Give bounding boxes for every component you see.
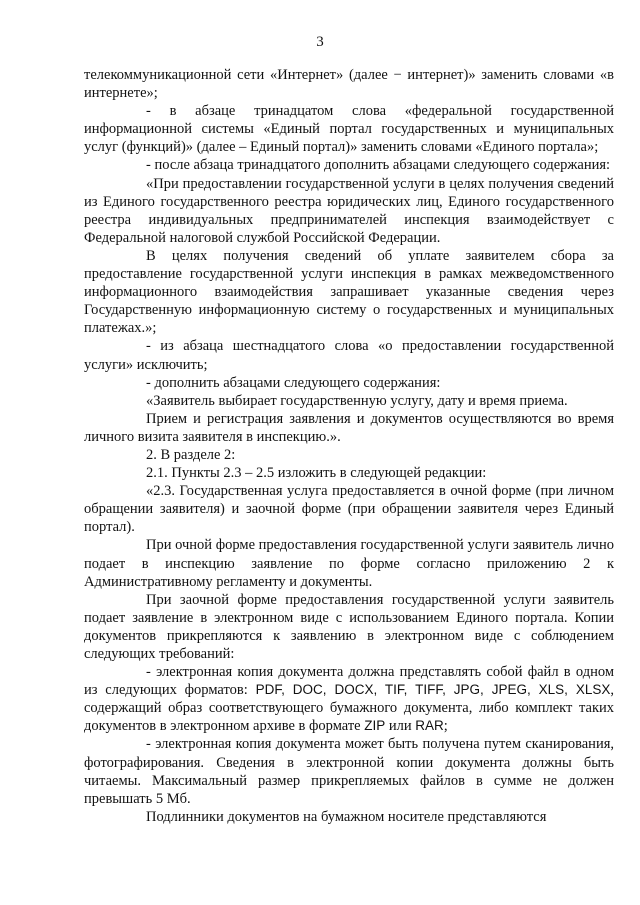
page-number: 3 [316, 34, 324, 50]
paragraph-3: - после абзаца тринадцатого дополнить абзацами следующего содержания: [146, 157, 611, 174]
paragraph-15 [84, 663, 614, 735]
paragraph-16: - электронная копия документа может быть получена путем сканирования, фотографирования. Сведения в электронной копии документа должны быть читаемы. Максимальный размер прикрепляемых файлов в сумме не должен превышать 5 Мб. [84, 736, 614, 807]
paragraph-11: 2.1. Пункты 2.3 – 2.5 изложить в следующей редакции: [146, 465, 487, 482]
paragraph-8: «Заявитель выбирает государственную услугу, дату и время приема. [146, 392, 568, 409]
paragraph-12: «2.3. Государственная услуга предоставляется в очной форме (при личном обращении заявителя) и заочной форме (при обращении заявителя через Единый портал). [84, 483, 614, 536]
paragraph-5: В целях получения сведений об уплате заявителем сбора за предоставление государственной услуги инспекция в рамках межведомственного информационного взаимодействия запрашивает указанные сведения через Государственную информационную систему о государственных и муниципальных платежах.»; [84, 247, 614, 337]
archive-format-zip: ZIP [364, 718, 386, 734]
paragraph-15-text-c: или [385, 718, 416, 735]
paragraph-15-text-d: ; [443, 718, 448, 735]
paragraph-2: - в абзаце тринадцатом слова «федеральной государственной информационной системы «Единый портал государственных и муниципальных услуг (функций)» (далее – Единый портал)» заменить словами «Единого портала»; [84, 103, 614, 156]
paragraph-15-text-a: - электронная копия документа должна представлять собой файл в одном из следующих форматов: [84, 664, 614, 699]
paragraph-13: При очной форме предоставления государственной услуги заявитель лично подает в инспекцию заявление по форме согласно приложению 2 к Административному регламенту и документы. [84, 537, 614, 590]
file-formats-list: PDF, DOC, DOCX, TIF, TIFF, JPG, JPEG, XLS, XLSX [255, 682, 611, 698]
paragraph-17: Подлинники документов на бумажном носителе представляются [146, 808, 547, 825]
paragraph-6: - из абзаца шестнадцатого слова «о предоставлении государственной услуги» исключить; [84, 338, 614, 373]
archive-format-rar: RAR [415, 718, 444, 734]
paragraph-14: При заочной форме предоставления государственной услуги заявитель подает заявление в электронном виде с использованием Единого портала. Копии документов прикрепляются к заявлению в электронном виде с соблюдением следующих требований: [84, 591, 614, 662]
paragraph-4: «При предоставлении государственной услуги в целях получения сведений из Единого государственного реестра юридических лиц, Единого государственного реестра индивидуальных предпринимателей инспекция взаимодействует с Федеральной налоговой службой Российской Федерации. [84, 175, 614, 246]
paragraph-1: телекоммуникационной сети «Интернет» (далее − интернет)» заменить словами «в интернете»; [84, 67, 614, 102]
paragraph-15-text-b: , содержащий образ соответствующего бумажного документа, либо комплект таких документов в электронном архиве в формате [84, 682, 614, 735]
paragraph-10: 2. В разделе 2: [146, 446, 236, 463]
paragraph-9: Прием и регистрация заявления и документов осуществляются во время личного визита заявителя в инспекцию.». [84, 410, 614, 445]
paragraph-7: - дополнить абзацами следующего содержания: [146, 374, 441, 391]
document-body [84, 66, 614, 826]
